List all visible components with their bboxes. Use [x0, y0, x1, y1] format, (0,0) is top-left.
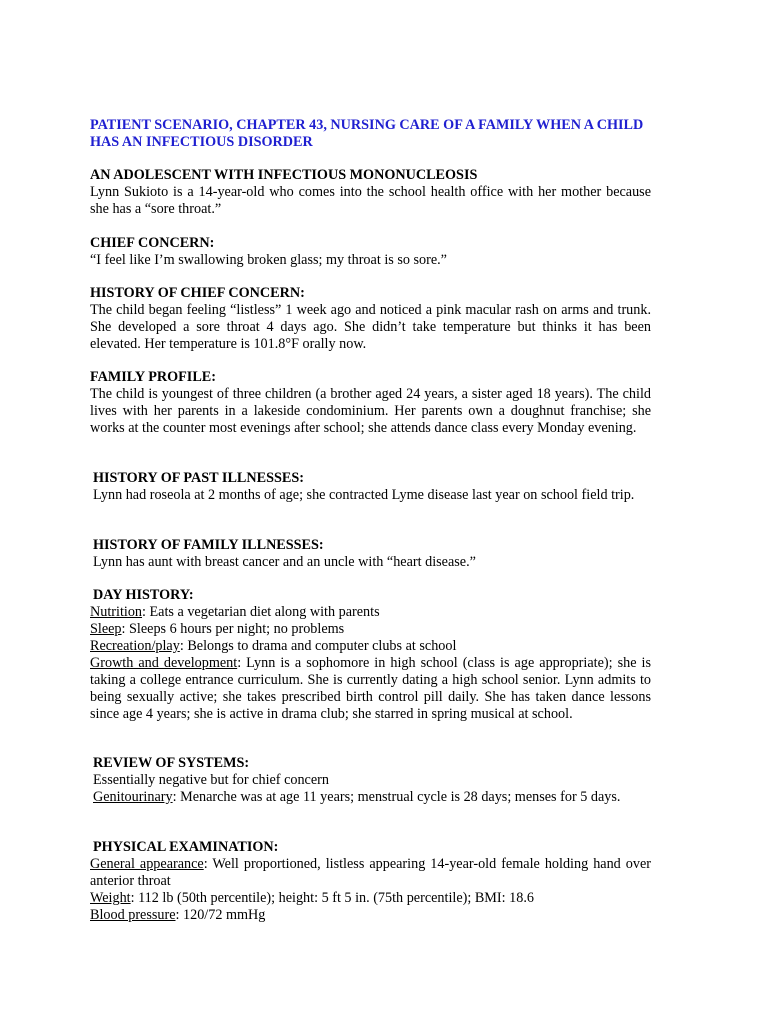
chief-concern-heading: CHIEF CONCERN:: [90, 235, 215, 251]
past-illnesses-text: Lynn had roseola at 2 months of age; she contracted Lyme disease last year on school field trip.: [93, 487, 635, 503]
family-illnesses-text: Lynn has aunt with breast cancer and an uncle with “heart disease.”: [93, 554, 476, 570]
chief-concern-section: [90, 235, 651, 269]
general-appearance-text: : Well proportioned, listless appearing 14-year-old female holding hand over anterior throat: [90, 856, 651, 889]
chief-concern-text: “I feel like I’m swallowing broken glass; my throat is so sore.”: [90, 252, 447, 268]
family-illnesses-section: [93, 537, 651, 571]
family-illnesses-heading: HISTORY OF FAMILY ILLNESSES:: [93, 537, 324, 553]
sleep-label: Sleep: [90, 621, 122, 637]
growth-label: Growth and development: [90, 655, 238, 671]
sleep-line: [90, 621, 651, 638]
general-appearance-line: [90, 856, 651, 890]
history-chief-concern-section: [90, 285, 651, 353]
recreation-text: : Belongs to drama and computer clubs at school: [179, 638, 457, 654]
past-illnesses-heading: HISTORY OF PAST ILLNESSES:: [93, 470, 304, 486]
history-chief-concern-text: The child began feeling “listless” 1 week ago and noticed a pink macular rash on arms and trunk. She developed a sore throat 4 days ago. She didn’t take temperature but thinks it has been elevated. Her temperature is 101.8°F orally now.: [90, 302, 651, 352]
family-profile-section: [90, 369, 651, 437]
sleep-text: : Sleeps 6 hours per night; no problems: [121, 621, 345, 637]
day-history-heading: DAY HISTORY:: [93, 587, 194, 603]
weight-text: : 112 lb (50th percentile); height: 5 ft 5 in. (75th percentile); BMI: 18.6: [130, 890, 534, 906]
scenario-intro-section: [90, 167, 651, 218]
recreation-line: [90, 638, 651, 655]
growth-line: [90, 655, 651, 723]
physical-exam-section: [90, 839, 651, 924]
day-history-section: [90, 587, 651, 723]
past-illnesses-section: [93, 470, 651, 504]
genitourinary-label: Genitourinary: [93, 789, 173, 805]
genitourinary-line: [93, 789, 651, 806]
recreation-label: Recreation/play: [90, 638, 180, 654]
genitourinary-text: : Menarche was at age 11 years; menstrual cycle is 28 days; menses for 5 days.: [172, 789, 621, 805]
history-chief-concern-heading: HISTORY OF CHIEF CONCERN:: [90, 285, 305, 301]
scenario-subtitle: AN ADOLESCENT WITH INFECTIOUS MONONUCLEOSIS: [90, 167, 478, 183]
nutrition-text: : Eats a vegetarian diet along with parents: [142, 604, 380, 620]
blood-pressure-label: Blood pressure: [90, 907, 176, 923]
nutrition-line: [90, 604, 651, 621]
weight-line: [90, 890, 651, 907]
review-systems-heading: REVIEW OF SYSTEMS:: [93, 755, 250, 771]
nutrition-label: Nutrition: [90, 604, 143, 620]
blood-pressure-text: : 120/72 mmHg: [175, 907, 266, 923]
review-systems-text: Essentially negative but for chief concern: [93, 772, 329, 788]
family-profile-heading: FAMILY PROFILE:: [90, 369, 216, 385]
blood-pressure-line: [90, 907, 651, 924]
growth-text: : Lynn is a sophomore in high school (class is age appropriate); she is taking a college entrance curriculum. She is currently dating a high school senior. Lynn admits to being sexually active; she takes prescribed birth control pill daily. She has taken dance lessons since age 4 years; she is active in drama club; she starred in spring musical at school.: [90, 655, 651, 722]
page-title: PATIENT SCENARIO, CHAPTER 43, NURSING CARE OF A FAMILY WHEN A CHILD HAS AN INFECTIOUS DISORDER: [90, 117, 644, 150]
general-appearance-label: General appearance: [90, 856, 204, 872]
intro-paragraph: Lynn Sukioto is a 14-year-old who comes into the school health office with her mother because she has a “sore throat.”: [90, 184, 651, 217]
weight-label: Weight: [90, 890, 131, 906]
family-profile-text: The child is youngest of three children (a brother aged 24 years, a sister aged 18 years). The child lives with her parents in a lakeside condominium. Her parents own a doughnut franchise; she works at the counter most evenings after school; she attends dance class every Monday evening.: [90, 386, 651, 436]
review-systems-section: [93, 755, 651, 806]
physical-exam-heading: PHYSICAL EXAMINATION:: [93, 839, 279, 855]
